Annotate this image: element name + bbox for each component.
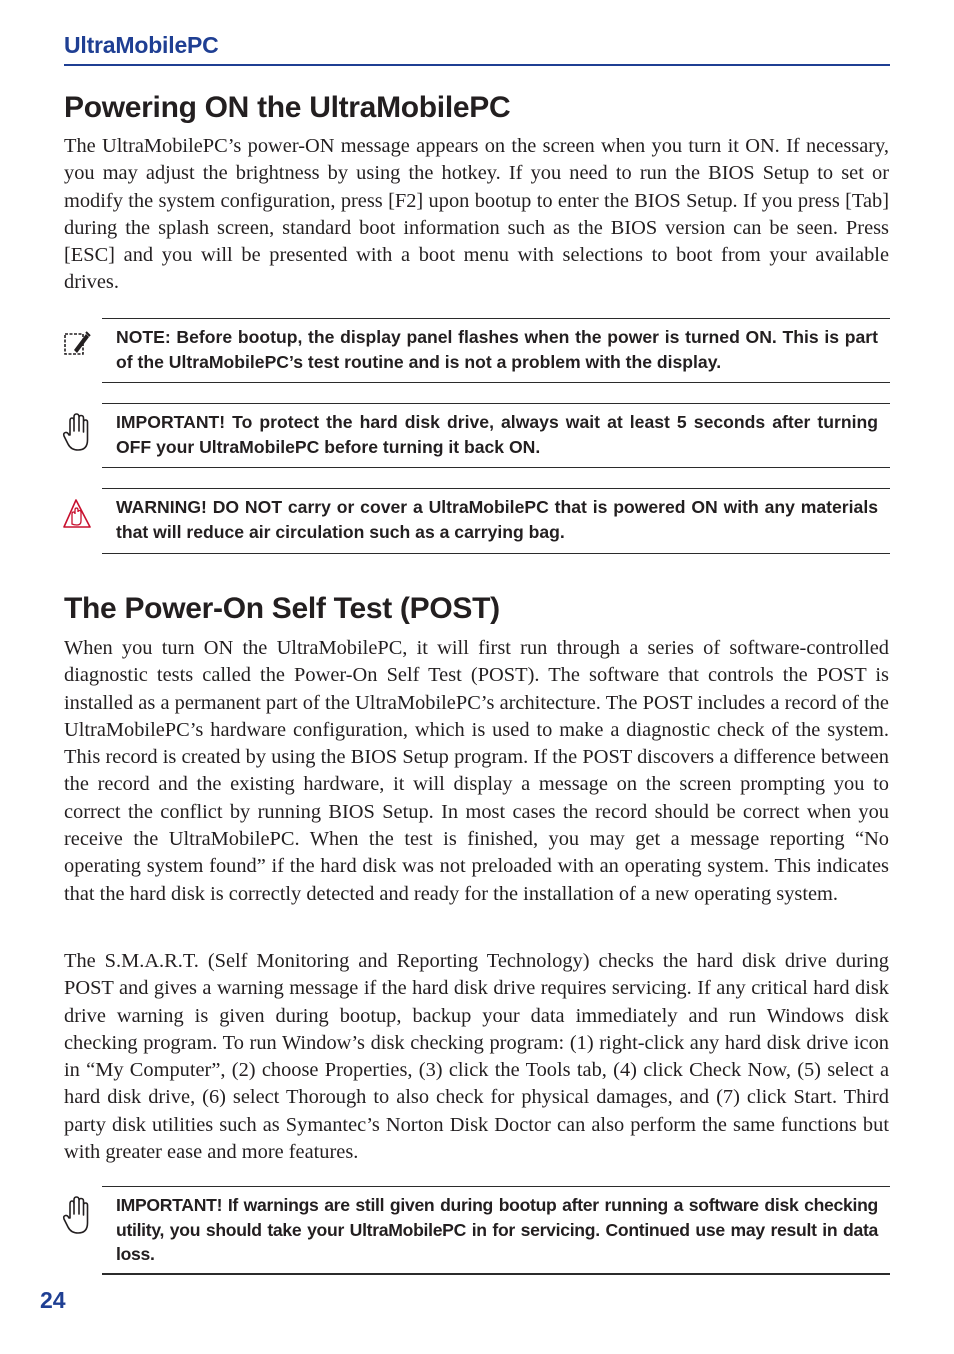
section-heading-powering-on: Powering ON the UltraMobilePC [64,91,511,124]
warning-box [102,488,890,554]
important-box-2 [102,1186,890,1275]
page-number: 24 [40,1287,66,1313]
powering-on-paragraph: The UltraMobilePC’s power-ON message appears on the screen when you turn it ON. If necessary, you may adjust the brightness by using the hotkey. If you need to run the BIOS Setup to set or modify the system configuration, press [F2] upon bootup to enter the BIOS Setup. If you press [Tab] during the splash screen, standard boot information such as the BIOS version can be seen. Press [ESC] and you will be presented with a boot menu with selections to boot from your available drives. [64,135,889,294]
post-paragraph-2: The S.M.A.R.T. (Self Monitoring and Reporting Technology) checks the hard disk drive during POST and gives a warning message if the hard disk drive requires servicing. If any critical hard disk drive warning is given during bootup, backup your data immediately and run Windows disk checking program. To run Window’s disk checking program: (1) right-click any hard disk drive icon in “My Computer”, (2) choose Properties, (3) click the Tools tab, (4) click Check Now, (5) select a hard disk drive, (6) select Thorough to also check for physical damages, and (7) click Start. Third party disk utilities such as Symantec’s Norton Disk Doctor can also perform the same functions but with greater ease and more features. [64,950,889,1164]
important-box [102,403,890,468]
post-paragraph-1: When you turn ON the UltraMobilePC, it will first run through a series of software-controlled diagnostic tests called the Power-On Self Test (POST). The software that controls the POST is installed as a permanent part of the UltraMobilePC’s architecture. The POST includes a record of the UltraMobilePC’s hardware configuration, which is used to make a diagnostic check of the system. This record is created by using the BIOS Setup program. If the POST discovers a difference between the record and the existing hardware, it will display a message on the screen prompting you to correct the conflict by running BIOS Setup. In most cases the record should be correct when you receive the UltraMobilePC. When the test is finished, you may get a message reporting “No operating system found” if the hard disk was not preloaded with an operating system. This indicates that the hard disk is correctly detected and ready for the installation of a new operating system. [64,637,889,905]
warning-text: WARNING! DO NOT carry or cover a UltraMobilePC that is powered ON with any materials that will reduce air circulation such as a carrying bag. [116,497,878,542]
running-header: UltraMobilePC [64,32,219,58]
important-text-2: IMPORTANT! If warnings are still given during bootup after running a software disk checking utility, you should take your UltraMobilePC in for servicing. Continued use may result in data loss. [116,1195,878,1264]
hand-icon [62,1196,92,1241]
note-pencil-icon [62,328,92,363]
note-text: NOTE: Before bootup, the display panel flashes when the power is turned ON. This is part of the UltraMobilePC’s test routine and is not a problem with the display. [116,327,878,372]
header-divider [64,64,890,66]
section-heading-post: The Power-On Self Test (POST) [64,592,500,625]
note-box [102,318,890,383]
warning-hand-icon [62,498,92,535]
important-text: IMPORTANT! To protect the hard disk drive, always wait at least 5 seconds after turning OFF your UltraMobilePC before turning it back ON. [116,412,878,457]
hand-icon [62,413,92,458]
